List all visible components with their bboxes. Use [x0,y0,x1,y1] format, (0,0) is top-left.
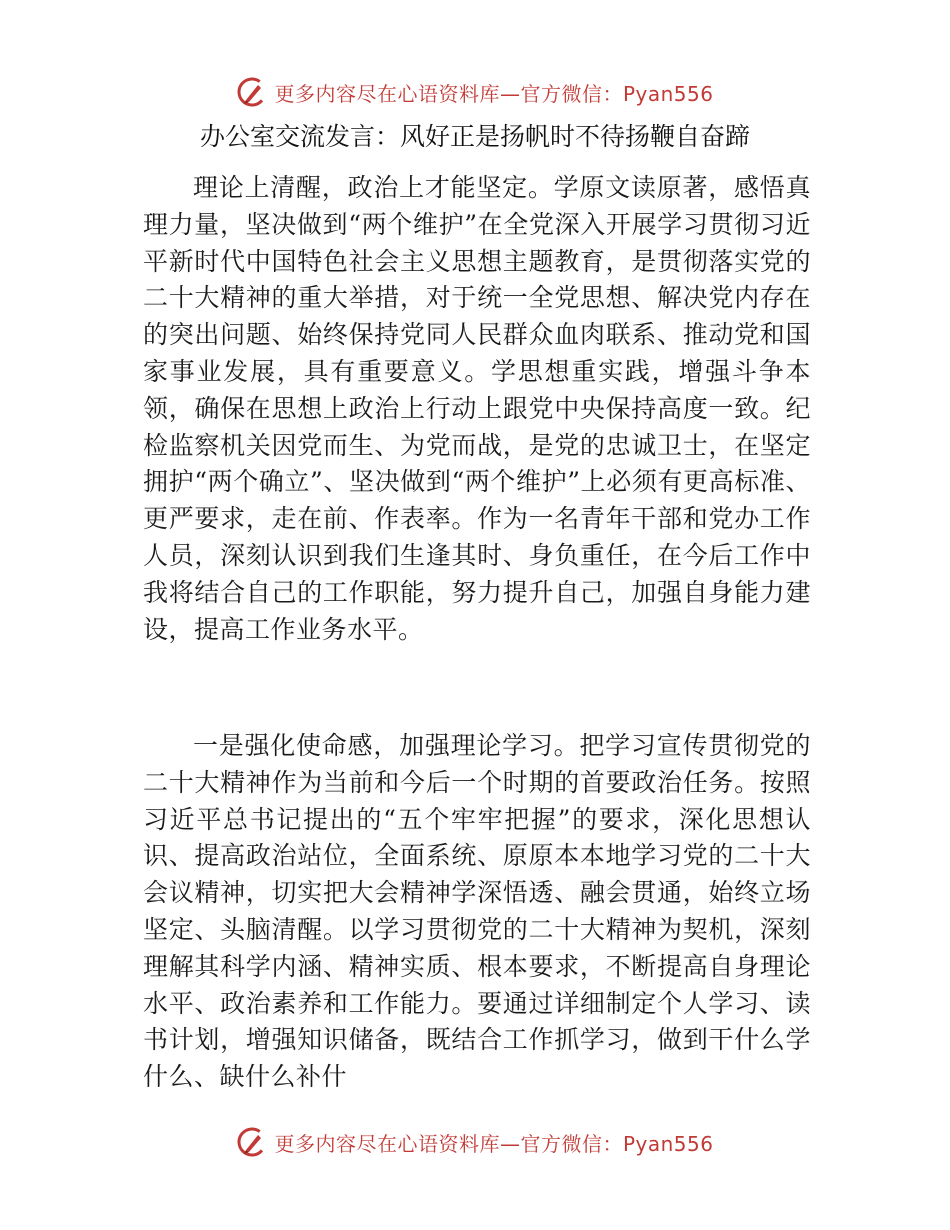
header-banner [0,72,950,112]
paragraph-1: 理论上清醒，政治上才能坚定。学原文读原著，感悟真理力量，坚决做到“两个维护”在全党深入开展学习贯彻习近平新时代中国特色社会主义思想主题教育，是贯彻落实党的二十大精神的重大举措，对于统一全党思想、解决党内存在的突出问题、始终保持党同人民群众血肉联系、推动党和国家事业发展，具有重要意义。学思想重实践，增强斗争本领，确保在思想上政治上行动上跟党中央保持高度一致。纪检监察机关因党而生、为党而战，是党的忠诚卫士，在坚定拥护“两个确立”、坚决做到“两个维护”上必须有更高标准、更严要求，走在前、作表率。作为一名青年干部和党办工作人员，深刻认识到我们生逢其时、身负重任，在今后工作中我将结合自己的工作职能，努力提升自己，加强自身能力建设，提高工作业务水平。 [143,173,811,644]
footer-banner [0,1122,950,1162]
banner-text: 更多内容尽在心语资料库—官方微信：Pyan556 [274,81,714,106]
paragraph-2: 一是强化使命感，加强理论学习。把学习宣传贯彻党的二十大精神作为当前和今后一个时期的首要政治任务。按照习近平总书记提出的“五个牢牢把握”的要求，深化思想认识、提高政治站位，全面系统、原原本本地学习党的二十大会议精神，切实把大会精神学深悟透、融会贯通，始终立场坚定、头脑清醒。以学习贯彻党的二十大精神为契机，深刻理解其科学内涵、精神实质、根本要求，不断提高自身理论水平、政治素养和工作能力。要通过详细制定个人学习、读书计划，增强知识储备，既结合工作抓学习，做到干什么学什么、缺什么补什 [143,731,811,1092]
banner-text: 更多内容尽在心语资料库—官方微信：Pyan556 [274,1131,714,1156]
pen-logo-icon [236,76,268,108]
document-title: 办公室交流发言：风好正是扬帆时不待扬鞭自奋蹄 [199,122,750,151]
pen-logo-icon [236,1126,268,1158]
